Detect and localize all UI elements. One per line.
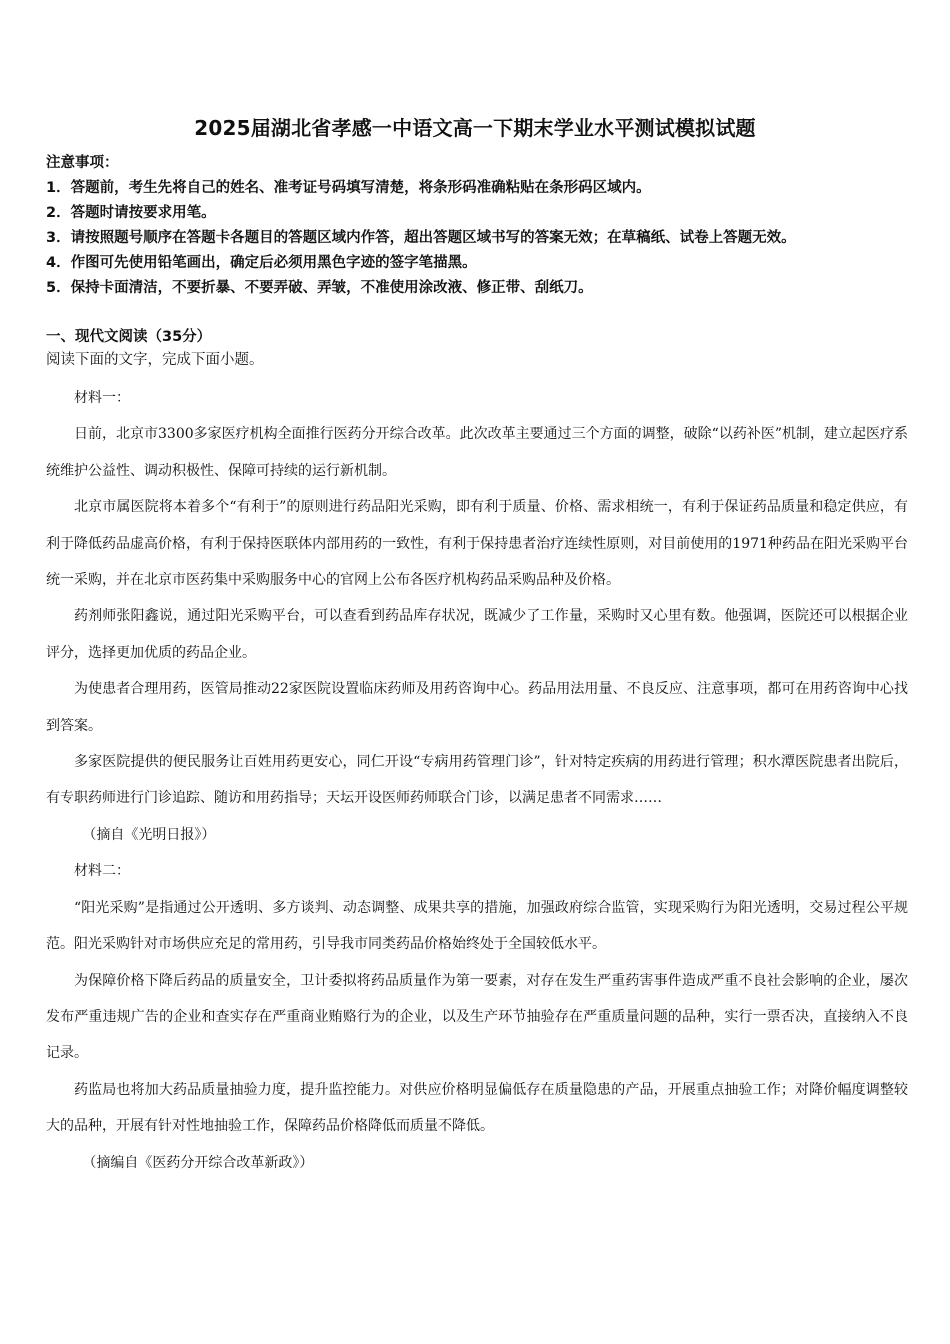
source-citation: （摘自《光明日报》）	[82, 826, 216, 843]
passage-paragraph: 为使患者合理用药，医管局推动22家医院设置临床药师及用药咨询中心。药品用法用量、不良反应、注意事项，都可在用药咨询中心找到答案。	[46, 681, 908, 734]
source-citation: （摘编自《医药分开综合改革新政》）	[82, 1154, 314, 1171]
passage-paragraph: 为保障价格下降后药品的质量安全，卫计委拟将药品质量作为第一要素，对存在发生严重药害事件造成严重不良社会影响的企业，屡次发布严重违规广告的企业和查实存在严重商业贿赂行为的企业，以及生产环节抽验存在严重质量问题的品种，实行一票否决，直接纳入不良记录。	[46, 972, 908, 1062]
notice-section	[46, 151, 916, 301]
notice-item: 2．答题时请按要求用笔。	[46, 205, 216, 221]
passage-paragraph: 药剂师张阳鑫说，通过阳光采购平台，可以查看到药品库存状况，既减少了工作量，采购时又心里有数。他强调，医院还可以根据企业评分，选择更加优质的药品企业。	[46, 608, 908, 661]
passage-paragraph: 日前，北京市3300多家医疗机构全面推行医药分开综合改革。此次改革主要通过三个方面的调整，破除“以药补医”机制，建立起医疗系统维护公益性、调动积极性、保障可持续的运行新机制。	[46, 426, 908, 479]
material-one-label: 材料一：	[74, 390, 130, 406]
notice-heading: 注意事项：	[46, 155, 119, 171]
material-two-label: 材料二：	[74, 863, 130, 880]
section-instruction: 阅读下面的文字，完成下面小题。	[46, 352, 264, 368]
notice-item: 4．作图可先使用铅笔画出，确定后必须用黑色字迹的签字笔描黑。	[46, 255, 477, 271]
passage-paragraph: 药监局也将加大药品质量抽验力度，提升监控能力。对供应价格明显偏低存在质量隐患的产品，开展重点抽验工作；对降价幅度调整较大的品种，开展有针对性地抽验工作，保障药品价格降低而质量不降低。	[46, 1081, 908, 1135]
passage-paragraph: “阳光采购”是指通过公开透明、多方谈判、动态调整、成果共享的措施，加强政府综合监管，实现采购行为阳光透明，交易过程公平规范。阳光采购针对市场供应充足的常用药，引导我市同类药品价格始终处于全国较低水平。	[46, 899, 908, 953]
notice-item: 1．答题前，考生先将自己的姓名、准考证号码填写清楚，将条形码准确粘贴在条形码区域内。	[46, 180, 651, 196]
passage-paragraph: 多家医院提供的便民服务让百姓用药更安心，同仁开设“专病用药管理门诊”，针对特定疾病的用药进行管理；积水潭医院患者出院后，有专职药师进行门诊追踪、随访和用药指导；天坛开设医师药师联合门诊，以满足患者不同需求……	[46, 754, 908, 807]
section-heading: 一、现代文阅读（35分）	[46, 329, 212, 345]
notice-item: 3．请按照题号顺序在答题卡各题目的答题区域内作答，超出答题区域书写的答案无效；在草稿纸、试卷上答题无效。	[46, 230, 796, 246]
page-title: 2025届湖北省孝感一中语文高一下期末学业水平测试模拟试题	[194, 116, 756, 140]
reading-passage	[46, 380, 908, 1181]
notice-item: 5．保持卡面清洁，不要折暴、不要弄破、弄皱，不准使用涂改液、修正带、刮纸刀。	[46, 280, 593, 296]
passage-paragraph: 北京市属医院将本着多个“有利于”的原则进行药品阳光采购，即有利于质量、价格、需求相统一，有利于保证药品质量和稳定供应，有利于降低药品虚高价格，有利于保持医联体内部用药的一致性，有利于保持患者治疗连续性原则，对目前使用的1971种药品在阳光采购平台统一采购，并在北京市医药集中采购服务中心的官网上公布各医疗机构药品采购品种及价格。	[46, 499, 908, 589]
